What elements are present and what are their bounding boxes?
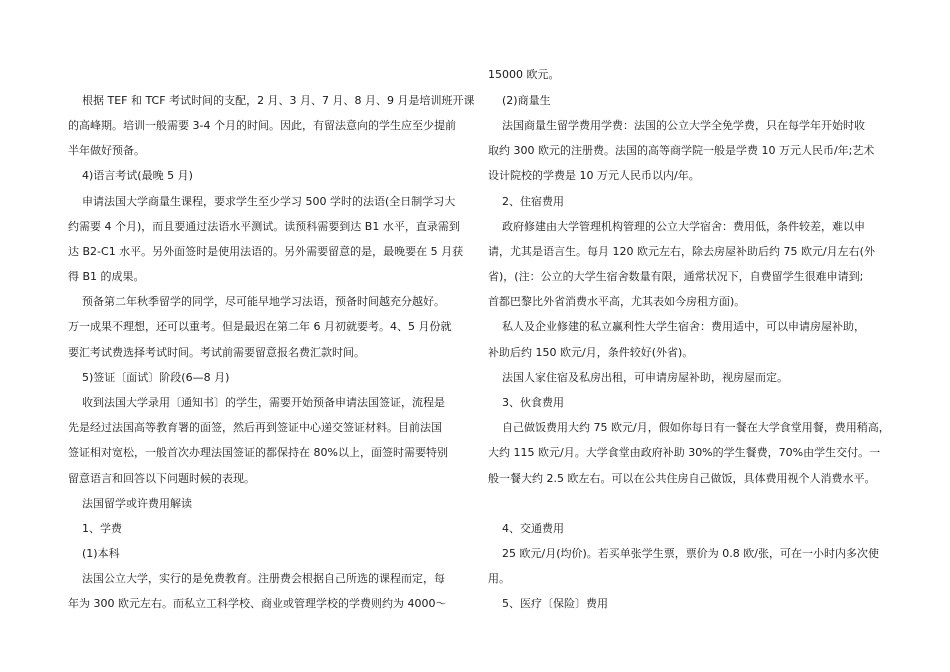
text-line: 的高峰期。培训一般需要 3-4 个月的时间。因此，有留法意向的学生应至少提前 (68, 119, 456, 132)
text-line: 年为 300 欧元左右。而私立工科学校、商业或管理学校的学费则约为 4000～ (68, 597, 447, 610)
text-line: 法国商量生留学费用学费：法国的公立大学全免学费，只在每学年开始时收 (502, 119, 865, 132)
text-line: 留意语言和回答以下问题时候的表现。 (68, 472, 255, 485)
section-heading: 3、伙食费用 (502, 396, 564, 409)
text-line: 取约 300 欧元的注册费。法国的高等商学院一般是学费 10 万元人民币/年;艺术 (488, 144, 875, 157)
text-line: 先是经过法国高等教育署的面签，然后再到签证中心递交签证材料。目前法国 (68, 421, 442, 434)
section-heading: 1、学费 (82, 522, 122, 535)
text-line: 半年做好预备。 (68, 144, 145, 157)
text-line: 万一成果不理想，还可以重考。但是最迟在第二年 6 月初就要考。4、5 月份就 (68, 320, 452, 333)
text-line: 约需要 4 个月)，而且要通过法语水平测试。读预科需要到达 B1 水平，直录需到 (68, 220, 460, 233)
text-line: 请，尤其是语言生。每月 120 欧元左右，除去房屋补助后约 75 欧元/月左右(外 (488, 245, 875, 258)
text-line: 25 欧元/月(均价)。若买单张学生票，票价为 0.8 欧/张，可在一小时内多次使 (502, 547, 879, 560)
text-line: 申请法国大学商量生课程，要求学生至少学习 500 学时的法语(全日制学习大 (82, 195, 456, 208)
section-heading: 4)语言考试(最晚 5 月) (82, 169, 193, 182)
text-line: 法国公立大学，实行的是免费教育。注册费会根据自己所选的课程而定，每 (82, 572, 445, 585)
section-heading: 4、交通费用 (502, 522, 564, 535)
text-line: 大约 115 欧元/月。大学食堂由政府补助 30%的学生餐费，70%由学生交付。一 (488, 446, 881, 459)
text-line: 设计院校的学费是 10 万元人民币以内/年。 (488, 169, 700, 182)
section-heading: 5)签证〔面试〕阶段(6—8 月) (82, 371, 230, 384)
section-heading: (1)本科 (82, 547, 120, 560)
text-line: 政府修建由大学管理机构管理的公立大学宿舍：费用低，条件较差，难以申 (502, 220, 865, 233)
text-line: 补助后约 150 欧元/月，条件较好(外省)。 (488, 346, 694, 359)
text-line: 省)，(注：公立的大学生宿舍数量有限，通常状况下，自费留学生很难申请到; (488, 270, 864, 283)
text-line: 用。 (488, 572, 510, 585)
text-line: 首都巴黎比外省消费水平高，尤其表如今房租方面)。 (488, 295, 746, 308)
section-heading: (2)商量生 (502, 94, 551, 107)
text-line: 私人及企业修建的私立赢利性大学生宿舍：费用适中，可以申请房屋补助， (502, 320, 865, 333)
text-line: 达 B2-C1 水平。另外面签时是使用法语的。另外需要留意的是，最晚要在 5 月获 (68, 245, 464, 258)
text-line: 签证相对宽松，一般首次办理法国签证的都保持在 80%以上，面签时需要特别 (68, 446, 448, 459)
text-line: 得 B1 的成果。 (68, 270, 145, 283)
section-heading: 5、医疗〔保险〕费用 (502, 597, 608, 610)
text-line: 法国人家住宿及私房出租，可申请房屋补助，视房屋而定。 (502, 371, 788, 384)
text-line: 收到法国大学录用〔通知书〕的学生，需要开始预备申请法国签证，流程是 (82, 396, 445, 409)
text-line: 15000 欧元。 (488, 68, 560, 81)
text-line: 预备第二年秋季留学的同学，尽可能早地学习法语，预备时间越充分越好。 (82, 295, 445, 308)
text-line: 根据 TEF 和 TCF 考试时间的支配，2 月、3 月、7 月、8 月、9 月是培训班开课 (82, 94, 475, 107)
text-line: 要汇考试费选择考试时间。考试前需要留意报名费汇款时间。 (68, 346, 365, 359)
text-line: 般一餐大约 2.5 欧左右。可以在公共住房自己做饭，具体费用视个人消费水平。 (488, 472, 876, 485)
section-heading: 2、住宿费用 (502, 195, 564, 208)
text-line: 自己做饭费用大约 75 欧元/月，假如你每日有一餐在大学食堂用餐，费用稍高， (502, 421, 890, 434)
section-heading: 法国留学或许费用解读 (82, 497, 192, 510)
